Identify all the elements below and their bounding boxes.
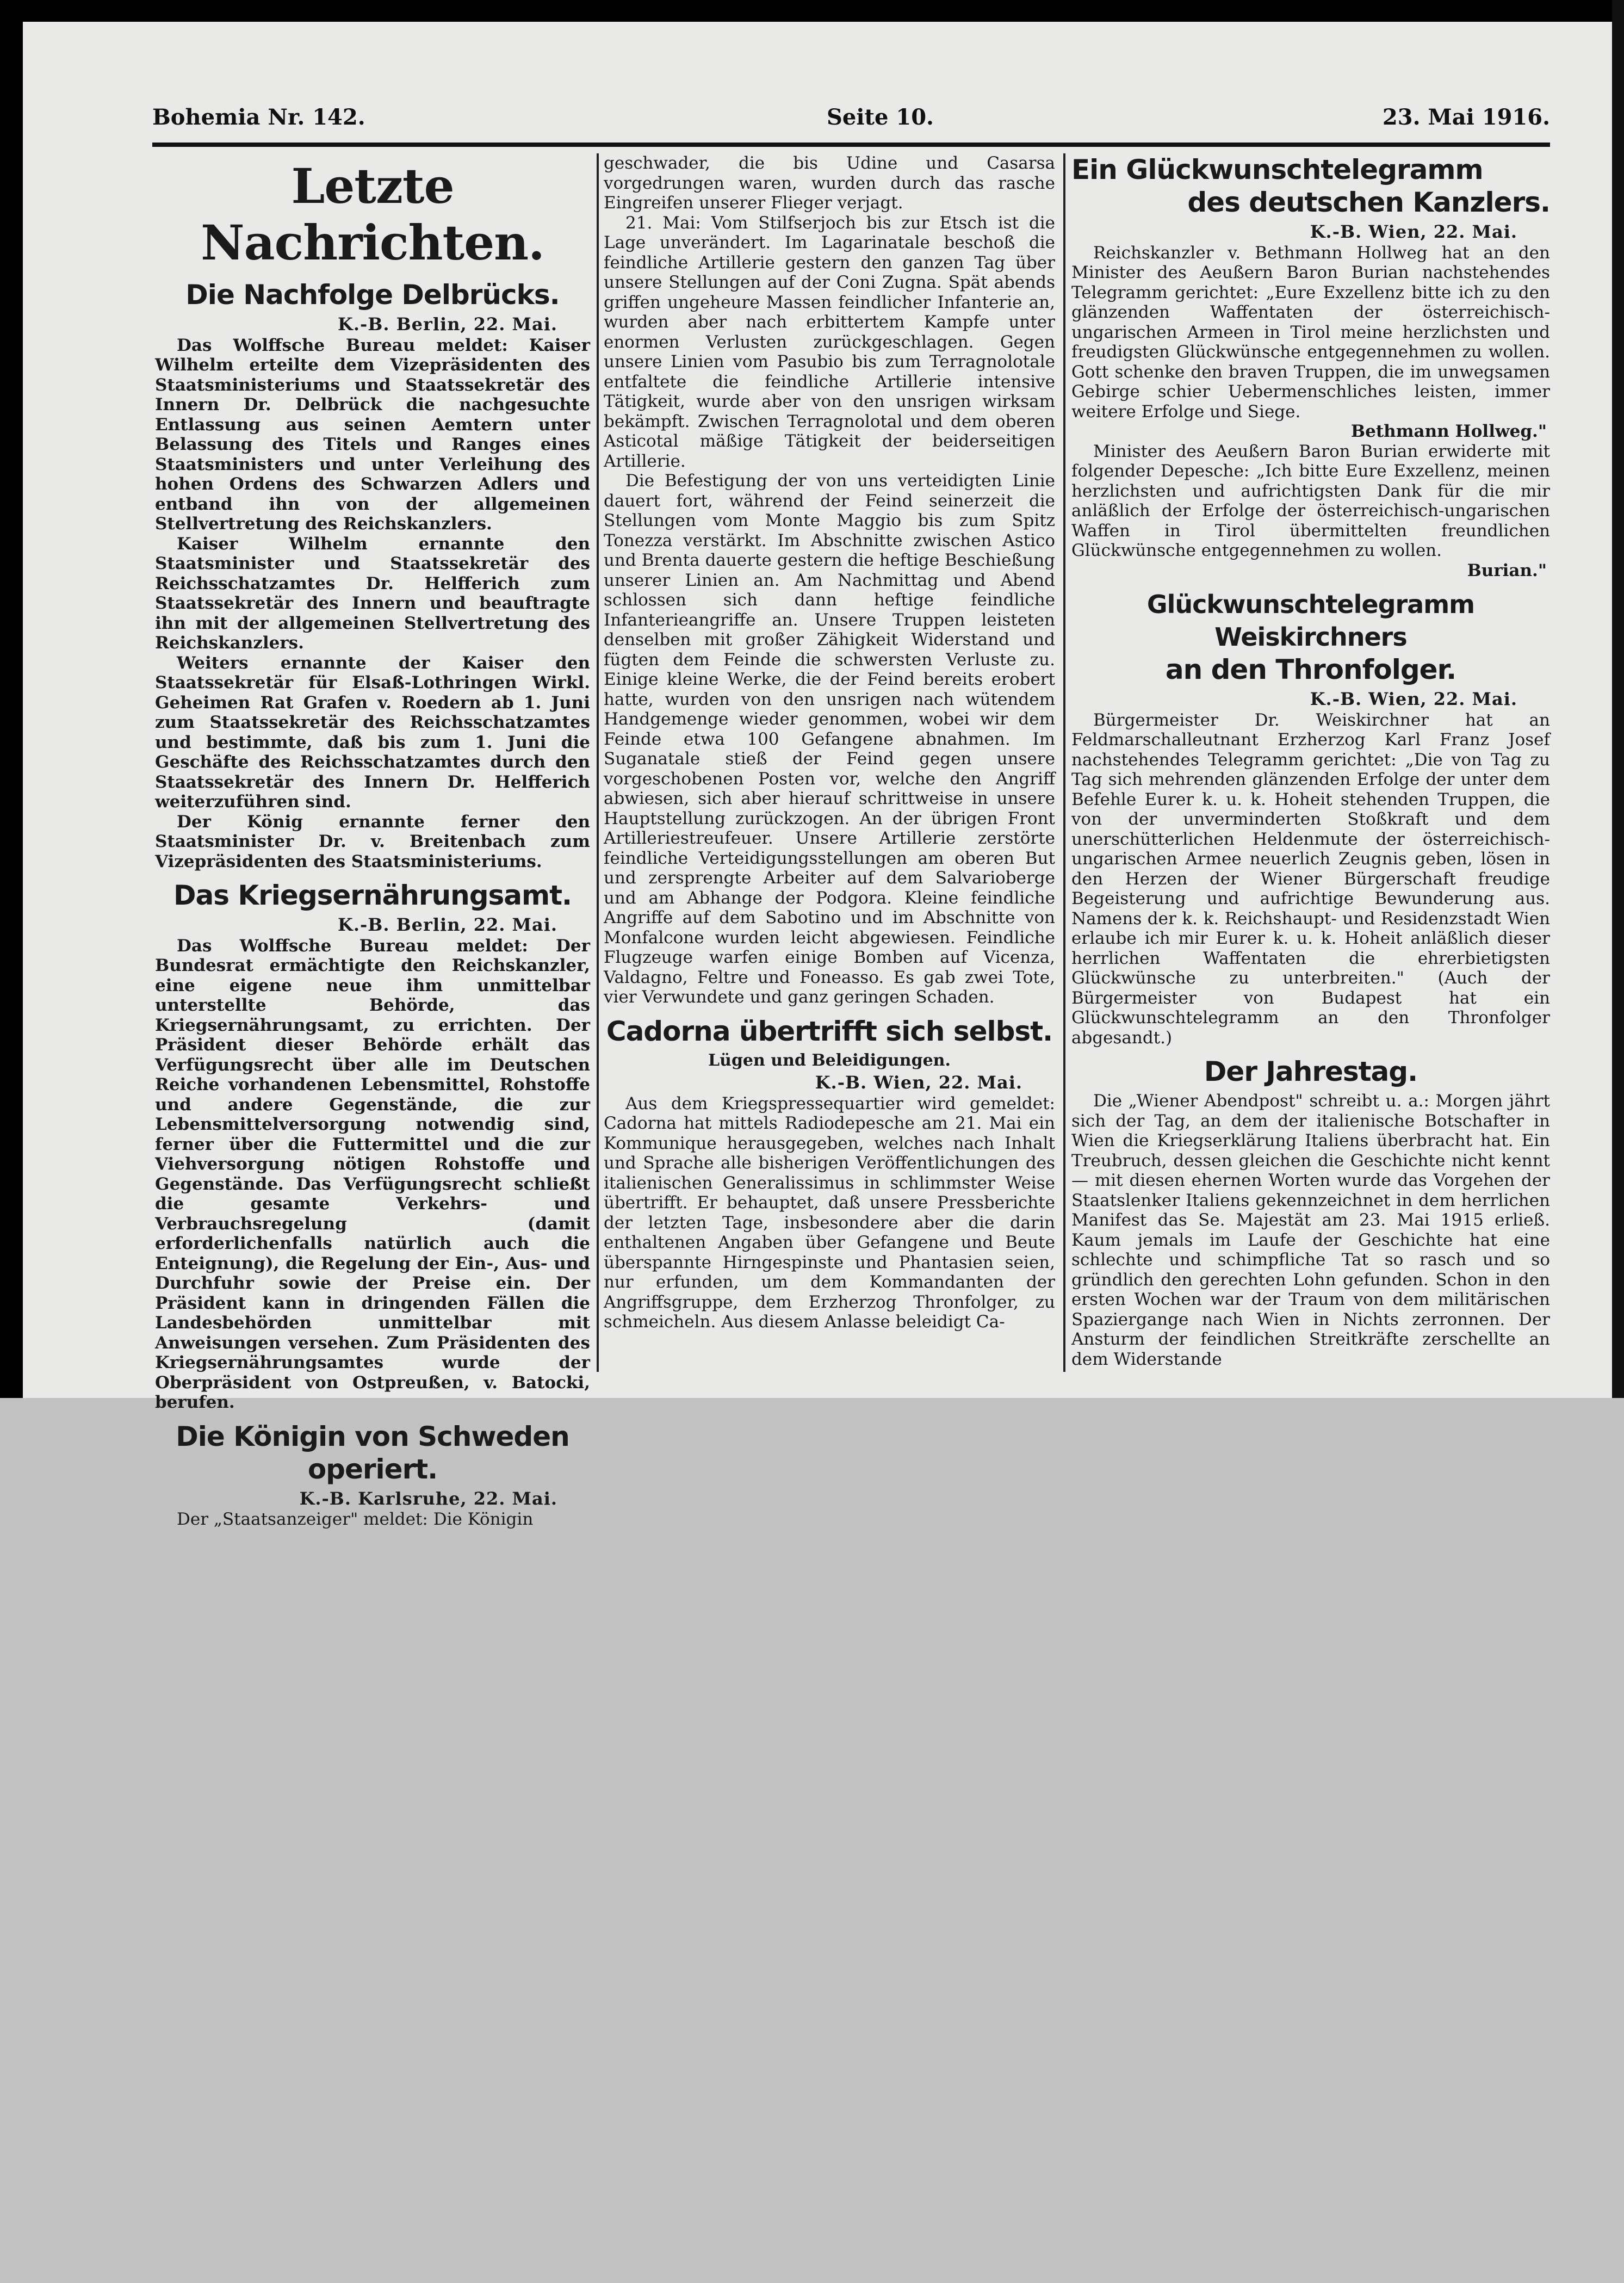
article-title: Der Jahrestag. [1204,1056,1418,1087]
article-dateline: K.-B. Wien, 22. Mai. [815,1072,1022,1093]
article-title: Das Kriegsernährungsamt. [173,880,572,911]
main-headline: Letzte Nachrichten. [201,158,544,271]
article-paragraph: Die „Wiener Abendpost" schreibt u. a.: Morgen jährt sich der Tag, an dem der italienische Botschafter in Wien die Kriegserklärung Italiens überbracht hat. Ein Treubruch, dessen gleichen die Geschichte nicht kennt — mit diesen ehernen Worten wurde das Vorgehen der Staatslenker Italiens gekennzeichnet in dem herrlichen Manifest das Se. Majestät am 23. Mai 1915 erließ. Kaum jemals im Laufe der Geschichte hat eine schlechte und schimpfliche Tat so rasch und so gründlich den gerechten Lohn gefunden. Schon in den ersten Wochen war der Traum von dem militärischen Spaziergange nach Wien in Nichts zerronnen. Der Ansturm der feindlichen Streitkräfte zerschellte an dem Widerstande [1071,1091,1550,1369]
signature: Bethmann Hollweg." [1350,422,1547,441]
article-dateline: K.-B. Wien, 22. Mai. [1310,221,1517,242]
article-paragraph: Die Befestigung der von uns verteidigten Linie dauert fort, während der Feind seinerzeit die Stellungen vom Monte Maggio bis zum Spitz Tonezza verstärkt. Im Abschnitte zwischen Astico und Brenta dauerte gestern die heftige Beschießung unserer Linien an. Am Nachmittag und Abend schlossen sich dann heftige feindliche Infanterieangriffe an. Unsere Truppen leisteten denselben mit großer Zähigkeit Widerstand und fügten dem Feinde die schwersten Verluste zu. Einige kleine Werke, die der Feind bereits erobert hatte, wurden von den unsrigen nach wütendem Handgemenge wieder genommen, wobei wir dem Feinde etwa 100 Gefangene abnahmen. Im Suganatale stieß der Feind gegen unsere vorgeschobenen Posten vor, welche den Angriff abwiesen, sich aber hierauf schrittweise in unsere Hauptstellung zurückzogen. An der übrigen Front Artilleriestreufeuer. Unsere Artillerie zerstörte feindliche Verteidigungsstellungen am oberen But und zersprengte Arbeiter auf dem Salvarioberge und am Abhange der Podgora. Kleine feindliche Angriffe auf dem Sabotino und im Abschnitte von Monfalcone wurden leicht abgewiesen. Feindliche Flugzeuge warfen einige Bomben auf Vicenza, Valdagno, Feltre und Foneasso. Es gab zwei Tote, vier Verwundete und ganz geringen Schaden. [604,471,1055,1007]
article-kriegsernaehrungsamt [155,879,590,1413]
article-paragraph: Der „Staatsanzeiger" meldet: Die Königin [177,1509,534,1529]
column-divider-1 [597,153,599,1372]
header-rule [152,143,1550,147]
article-paragraph: Bürgermeister Dr. Weiskirchner hat an Feldmarschalleutnant Erzherzog Karl Franz Josef nachstehendes Telegramm gerichtet: „Die von Tag zu Tag sich mehrenden glänzenden Erfolge der unter dem Befehle Eurer k. u. k. Hoheit stehenden Truppen, die von der unverminderten Stoßkraft und dem unerschütterlichen Heldenmute der österreichisch-ungarischen Armee neuerlich Zeugnis geben, lösen in den Herzen der Wiener Bürgerschaft freudige Begeisterung und aufrichtige Bewunderung aus. Namens der k. k. Reichshaupt- und Residenzstadt Wien erlaube ich mir Eurer k. u. k. Hoheit anläßlich dieser herrlichen Waffentaten die ehrerbietigsten Glückwünsche zu unterbreiten." (Auch der Bürgermeister von Budapest hat ein Glückwunschtelegramm an den Thronfolger abgesandt.) [1071,710,1550,1048]
article-koenigin-schweden [155,1420,590,1530]
header-date: 23. Mai 1916. [1382,104,1550,130]
article-delbrueck [155,279,590,871]
article-paragraph: Kaiser Wilhelm ernannte den Staatsminister und Staatssekretär des Reichsschatzamtes Dr. Helfferich zum Staatssekretär des Innern und beauftragte ihn mit der allgemeinen Stellvertretung des Reichskanzlers. [155,534,590,653]
article-title: Die Königin von Schweden operiert. [176,1420,569,1485]
article-paragraph: Das Wolffsche Bureau meldet: Der Bundesrat ermächtigte den Reichskanzler, eine eigene neue ihm unmittelbar unterstellte Behörde, das Kriegsernährungsamt, zu errichten. Der Präsident dieser Behörde erhält das Verfügungsrecht über alle im Deutschen Reiche vorhandenen Lebensmittel, Rohstoffe und andere Gegenstände, die zur Lebensmittelversorgung notwendig sind, ferner über die Futtermittel und die zur Viehversorgung nötigen Rohstoffe und Gegenstände. Das Verfügungsrecht schließt die gesamte Verkehrs- und Verbrauchsregelung (damit erforderlichenfalls natürlich auch die Enteignung), die Regelung der Ein-, Aus- und Durchfuhr sowie der Preise ein. Der Präsident kann in dringenden Fällen die Landesbehörden unmittelbar mit Anweisungen versehen. Zum Präsidenten des Kriegsernährungsamtes wurde der Oberpräsident von Ostpreußen, v. Batocki, berufen. [155,936,590,1412]
article-title: Die Nachfolge Delbrücks. [185,279,560,311]
article-title: Ein Glückwunschtelegramm [1071,154,1483,185]
article-subtitle: Lügen und Beleidigungen. [708,1050,951,1070]
header-page-number: Seite 10. [827,104,934,130]
article-cadorna [604,1015,1055,1332]
article-paragraph: Aus dem Kriegspressequartier wird gemeldet: Cadorna hat mittels Radiodepesche am 21. Mai ein Kommunique herausgegeben, welches nach Inhalt und Sprache alle bisherigen Veröffentlichungen des italienischen Generalissimus in schlimmster Weise übertrifft. Er behauptet, daß unsere Pressberichte der letzten Tage, insbesondere aber die darin enthaltenen Angaben über Gefangene und Beute überspannte Hirngespinste und Phantasien seien, nur erfunden, um dem Kommandanten der Angriffsgruppe, dem Erzherzog Thronfolger, zu schmeicheln. Aus diesem Anlasse beleidigt Ca- [604,1093,1055,1332]
article-paragraph: Der König ernannte ferner den Staatsminister Dr. v. Breitenbach zum Vizepräsidenten des Staatsministeriums. [155,812,590,871]
article-glueckwunsch-weiskirchner [1071,588,1550,1048]
scan-border-left [0,0,23,1398]
article-dateline: K.-B. Berlin, 22. Mai. [338,314,557,335]
column-divider-2 [1063,153,1065,1372]
article-dateline: K.-B. Berlin, 22. Mai. [338,914,557,935]
column-3 [1071,153,1550,1372]
article-jahrestag [1071,1055,1550,1369]
page-header [152,104,1550,137]
article-paragraph: 21. Mai: Vom Stilfserjoch bis zur Etsch ist die Lage unverändert. Im Lagarinatale beschoß die feindliche Artillerie gestern den ganzen Tag über unsere Stellungen auf der Coni Zugna. Spät abends griffen ungeheure Massen feindlicher Infanterie an, wurden aber nach erbittertem Kampfe unter enormen Verlusten zurückgeschlagen. Gegen unsere Linien vom Pasubio bis zum Terragnolotale entfaltete die feindliche Artillerie intensive Tätigkeit, wurde aber von den unsrigen wirksam bekämpft. Zwischen Terragnolotal und dem oberen Asticotal mäßige Tätigkeit der beiderseitigen Artillerie. [604,213,1055,471]
article-dateline: K.-B. Karlsruhe, 22. Mai. [299,1488,557,1509]
article-glueckwunsch-kanzler [1071,153,1550,580]
article-paragraph: Minister des Aeußern Baron Burian erwiderte mit folgender Depesche: „Ich bitte Eure Exzellenz, meinen herzlichsten und aufrichtigsten Dank für die mir anläßlich der Erfolge der österreichisch-ungarischen Waffen in Tirol übermittelten freundlichen Glückwünsche entgegennehmen zu wollen. [1071,441,1550,560]
article-paragraph: Das Wolffsche Bureau meldet: Kaiser Wilhelm erteilte dem Vizepräsidenten des Staatsministeriums und Staatssekretär des Innern Dr. Delbrück die nachgesuchte Entlassung aus seinen Aemtern unter Belassung des Titels und Ranges eines Staatsministers und unter Verleihung des hohen Ordens des Schwarzen Adlers und entband ihn von der allgemeinen Stellvertretung des Reichskanzlers. [155,335,590,534]
article-title: Cadorna übertrifft sich selbst. [606,1015,1053,1047]
column-1 [155,153,590,1529]
article-paragraph: geschwader, die bis Udine und Casarsa vorgedrungen waren, wurden durch das rasche Eingreifen unserer Flieger verjagt. [604,153,1055,213]
signature: Burian." [1467,560,1547,580]
article-paragraph: Weiters ernannte der Kaiser den Staatssekretär für Elsaß-Lothringen Wirkl. Geheimen Rat Grafen v. Roedern ab 1. Juni zum Staatssekretär des Reichsschatzamtes und bestimmte, daß bis zum 1. Juni die Geschäfte des Reichsschatzamtes durch den Staatssekretär des Innern Dr. Helfferich weiterzuführen sind. [155,653,590,812]
article-title-line-2: des deutschen Kanzlers. [1187,187,1550,218]
header-publication: Bohemia Nr. 142. [152,104,365,130]
article-title-line-2: an den Thronfolger. [1165,654,1456,685]
article-paragraph: Reichskanzler v. Bethmann Hollweg hat an den Minister des Aeußern Baron Burian nachstehendes Telegramm gerichtet: „Eure Exzellenz bitte ich zu den glänzenden Waffentaten der österreichisch-ungarischen Armeen in Tirol meine herzlichsten und freudigsten Glückwünsche entgegennehmen zu wollen. Gott schenke den braven Truppen, die im unwegsamen Gebirge schier Uebermenschliches leisten, immer weitere Erfolge und Siege. [1071,243,1550,422]
article-dateline: K.-B. Wien, 22. Mai. [1310,689,1517,709]
article-title: Glückwunschtelegramm Weiskirchners [1146,590,1475,652]
column-2 [604,153,1055,1372]
scan-border-right [1612,0,1624,1398]
